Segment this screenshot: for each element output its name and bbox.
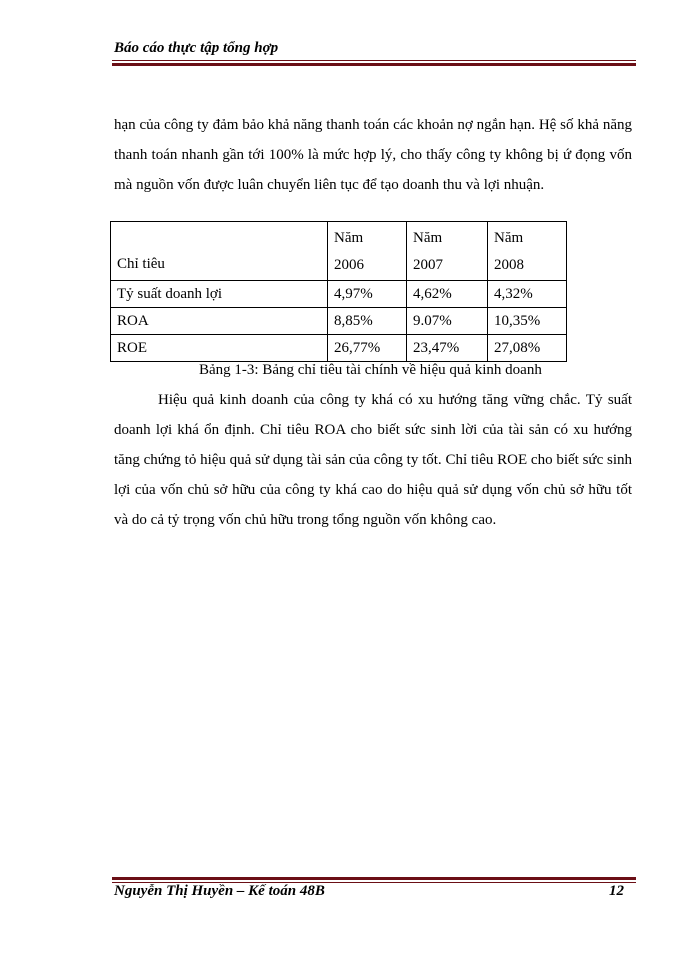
row-label: ROA xyxy=(111,308,328,335)
cell-value: 8,85% xyxy=(328,308,407,335)
year-prefix: Năm xyxy=(334,230,364,246)
financial-indicators-table xyxy=(110,221,567,362)
table-caption: Bảng 1-3: Bảng chỉ tiêu tài chính về hiệu quả kinh doanh xyxy=(199,362,542,378)
row-label: ROE xyxy=(111,335,328,362)
year-prefix: Năm xyxy=(494,230,524,246)
header-cell-year xyxy=(407,222,488,281)
row-label: Tỷ suất doanh lợi xyxy=(111,281,328,308)
table-row xyxy=(111,281,567,308)
cell-value: 27,08% xyxy=(488,335,567,362)
cell-value: 4,97% xyxy=(328,281,407,308)
header-rule-thick xyxy=(112,63,636,66)
table-row xyxy=(111,308,567,335)
cell-value: 10,35% xyxy=(488,308,567,335)
header-cell-year xyxy=(328,222,407,281)
cell-value: 4,32% xyxy=(488,281,567,308)
header-rule-thin xyxy=(112,60,636,61)
table-header-row xyxy=(111,222,567,281)
header-cell-label: Chỉ tiêu xyxy=(111,222,328,281)
footer-author: Nguyễn Thị Huyền – Kế toán 48B xyxy=(114,883,325,899)
cell-value: 9.07% xyxy=(407,308,488,335)
cell-value: 23,47% xyxy=(407,335,488,362)
header-title: Báo cáo thực tập tổng hợp xyxy=(114,40,279,56)
cell-value: 26,77% xyxy=(328,335,407,362)
cell-value: 4,62% xyxy=(407,281,488,308)
year-value: 2006 xyxy=(334,257,364,273)
paragraph-efficiency: Hiệu quả kinh doanh của công ty khá có xu hướng tăng vững chắc. Tỷ suất doanh lợi khá ổn định. Chỉ tiêu ROA cho biết sức sinh lời của tài sản có xu hướng tăng chứng tỏ hiệu quả sử dụng tài sản của công ty tốt. Chỉ tiêu ROE cho biết sức sinh lợi của vốn chủ sở hữu của công ty khá cao do hiệu quả sử dụng vốn chủ sở hữu tốt và do cả tỷ trọng vốn chủ hữu trong tổng nguồn vốn không cao. xyxy=(114,392,632,528)
table-row xyxy=(111,335,567,362)
year-prefix: Năm xyxy=(413,230,443,246)
footer-rule-thick xyxy=(112,877,636,880)
header-cell-year xyxy=(488,222,567,281)
year-value: 2007 xyxy=(413,257,443,273)
paragraph-liquidity: hạn của công ty đảm bảo khả năng thanh toán các khoản nợ ngắn hạn. Hệ số khả năng thanh toán nhanh gần tới 100% là mức hợp lý, cho thấy công ty không bị ứ đọng vốn mà nguồn vốn được luân chuyển liên tục để tạo doanh thu và lợi nhuận. xyxy=(114,117,632,193)
page-number: 12 xyxy=(609,883,624,899)
year-value: 2008 xyxy=(494,257,524,273)
